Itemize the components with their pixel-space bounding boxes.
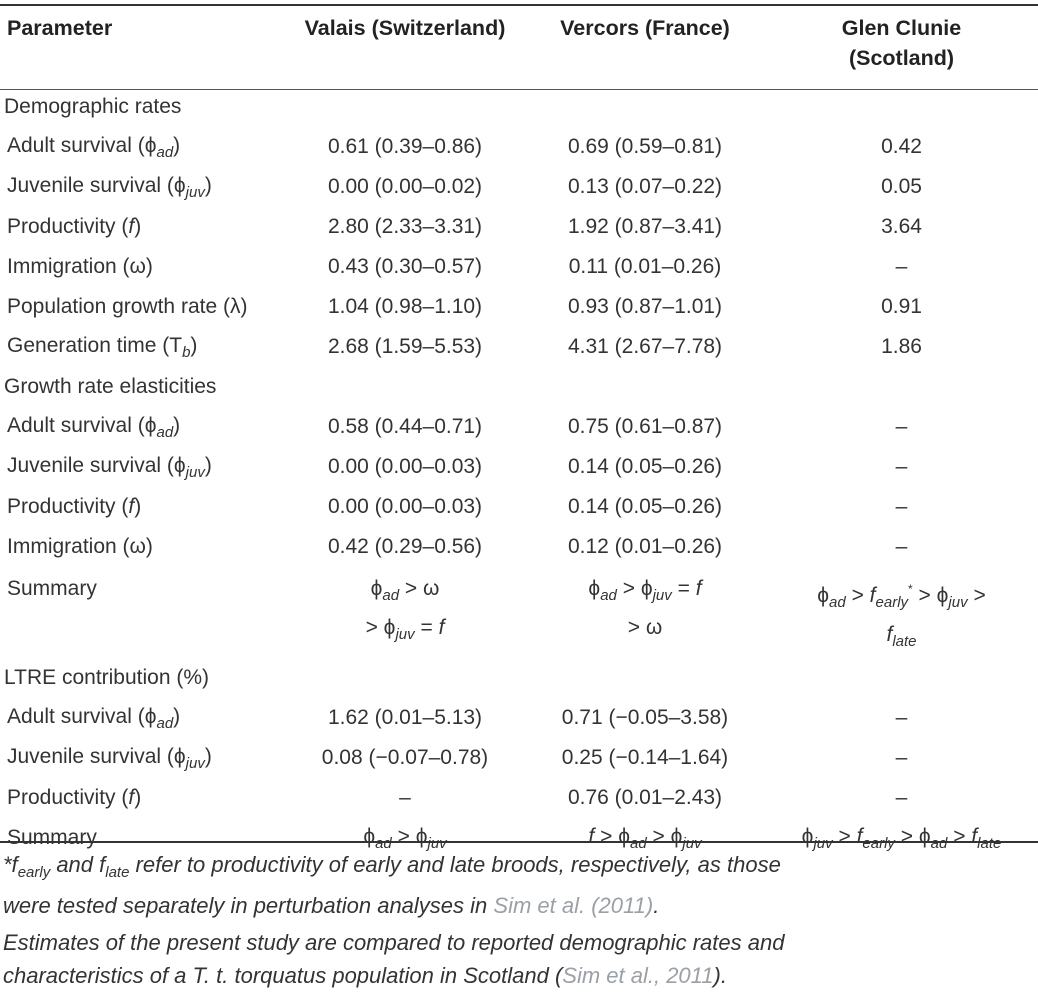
table-row [0, 407, 1038, 447]
section-ltre-contribution [0, 658, 1038, 698]
row-label: Summary [7, 577, 97, 600]
cell-vercors: 1.92 (0.87–3.41) [567, 215, 723, 238]
cell-glen-clunie: – [895, 535, 908, 558]
table-row [0, 487, 1038, 527]
cell-glen-clunie: $\phi_{juv} > f_{early} > \phi_{ad} > f_{late}$ [801, 824, 1002, 852]
cell-glen-clunie: 0.42 [881, 135, 922, 158]
header-vercors: Vercors (France) [560, 16, 730, 40]
table-row [0, 327, 1038, 367]
cell-valais: 0.08 (−0.07–0.78) [321, 746, 489, 769]
cell-glen-clunie: – [895, 746, 908, 769]
row-label: Population growth rate (λ) [7, 295, 248, 318]
header-glen-clunie: Glen Clunie (Scotland) [841, 16, 962, 70]
cell-vercors: 0.75 (0.61–0.87) [567, 415, 723, 438]
header-row [0, 6, 1038, 87]
row-label: Summary [7, 826, 97, 849]
cell-vercors: 0.14 (0.05–0.26) [567, 455, 723, 478]
section-demographic-rates [0, 87, 1038, 127]
table-row [0, 247, 1038, 287]
cell-glen-clunie: – [895, 415, 908, 438]
cell-valais: 0.58 (0.44–0.71) [327, 415, 483, 438]
cell-glen-clunie: 0.05 [881, 175, 922, 198]
cell-valais: 0.00 (0.00–0.02) [327, 175, 483, 198]
cell-valais: 0.00 (0.00–0.03) [327, 495, 483, 518]
header-parameter: Parameter [7, 16, 113, 40]
row-label: Immigration (ω) [7, 535, 153, 558]
row-label: Productivity (f) [7, 786, 142, 809]
row-label: Juvenile survival $(\phi_{juv})$ [7, 744, 212, 772]
cell-vercors: 0.76 (0.01–2.43) [567, 786, 723, 809]
cell-valais: 2.68 (1.59–5.53) [327, 335, 483, 358]
section-label: Demographic rates [4, 95, 182, 118]
header-valais: Valais (Switzerland) [304, 16, 506, 40]
footnote-productivity: $*f_{early}$ and $f_{late}$ refer to productivity of early and late broods, respectively, as those were tested separately in perturbation analyses in Sim et al. (2011). [3, 852, 781, 918]
cell-valais: 1.04 (0.98–1.10) [327, 295, 483, 318]
table-row [0, 127, 1038, 167]
table-row [0, 527, 1038, 567]
table-row [0, 698, 1038, 738]
row-label: Juvenile survival $(\phi_{juv})$ [7, 453, 212, 481]
row-label: Adult survival $(\phi_{ad})$ [7, 704, 181, 732]
citation-link[interactable]: Sim et al. (2011) [493, 893, 654, 918]
row-label: Juvenile survival $(\phi_{juv})$ [7, 173, 212, 201]
row-label: Generation time $(T_b)$ [7, 333, 198, 361]
cell-glen-clunie: 0.91 [881, 295, 922, 318]
cell-valais: $\phi_{ad} > \phi_{juv}$ [363, 824, 447, 852]
table-row [0, 447, 1038, 487]
row-label: Productivity (f) [7, 495, 142, 518]
row-label: Immigration (ω) [7, 255, 153, 278]
cell-vercors: 0.12 (0.01–0.26) [567, 535, 723, 558]
cell-vercors: 0.71 (−0.05–3.58) [561, 706, 729, 729]
cell-glen-clunie: – [895, 495, 908, 518]
footnote-comparison: Estimates of the present study are compared to reported demographic rates and characteristics of a T. t. torquatus population in Scotland (Sim et al., 2011). [3, 930, 785, 988]
cell-vercors: 0.11 (0.01–0.26) [568, 255, 722, 278]
table-row [0, 287, 1038, 327]
cell-vercors: $f > \phi_{ad} > \phi_{juv}$ [588, 824, 702, 852]
row-label: Adult survival $(\phi_{ad})$ [7, 133, 181, 161]
section-label: Growth rate elasticities [4, 375, 217, 398]
cell-valais: 1.62 (0.01–5.13) [327, 706, 483, 729]
cell-glen-clunie: $\phi_{ad} > f_{early}^* > \phi_{juv}$ > $f_{late}$ [817, 582, 986, 650]
cell-glen-clunie: – [895, 455, 908, 478]
cell-valais: 0.61 (0.39–0.86) [327, 135, 483, 158]
cell-vercors: $\phi_{ad} > \phi_{juv} = f$ > ω [588, 577, 702, 639]
cell-vercors: 4.31 (2.67–7.78) [567, 335, 723, 358]
table-row [0, 167, 1038, 207]
row-label: Productivity (f) [7, 215, 142, 238]
cell-vercors: 0.93 (0.87–1.01) [567, 295, 723, 318]
section-growth-rate-elasticities [0, 367, 1038, 407]
cell-glen-clunie: 3.64 [881, 215, 922, 238]
cell-valais: $\phi_{ad} > \omega$ > $\phi_{juv} = f$ [365, 577, 445, 643]
section-label: LTRE contribution (%) [4, 666, 210, 689]
summary-row [0, 567, 1038, 658]
cell-vercors: 0.25 (−0.14–1.64) [561, 746, 729, 769]
cell-glen-clunie: – [895, 255, 908, 278]
cell-glen-clunie: – [895, 706, 908, 729]
demographic-table [0, 6, 1038, 858]
cell-valais: 2.80 (2.33–3.31) [327, 215, 483, 238]
cell-valais: 0.42 (0.29–0.56) [327, 535, 483, 558]
cell-vercors: 0.69 (0.59–0.81) [567, 135, 723, 158]
table-row [0, 778, 1038, 818]
table-row [0, 738, 1038, 778]
cell-vercors: 0.14 (0.05–0.26) [567, 495, 723, 518]
cell-glen-clunie: 1.86 [881, 335, 922, 358]
citation-link[interactable]: Sim et al., 2011 [562, 963, 714, 988]
cell-vercors: 0.13 (0.07–0.22) [567, 175, 723, 198]
cell-valais: – [399, 786, 411, 809]
cell-valais: 0.43 (0.30–0.57) [327, 255, 483, 278]
table-row [0, 207, 1038, 247]
cell-glen-clunie: – [895, 786, 908, 809]
row-label: Adult survival $(\phi_{ad})$ [7, 413, 181, 441]
cell-valais: 0.00 (0.00–0.03) [327, 455, 483, 478]
